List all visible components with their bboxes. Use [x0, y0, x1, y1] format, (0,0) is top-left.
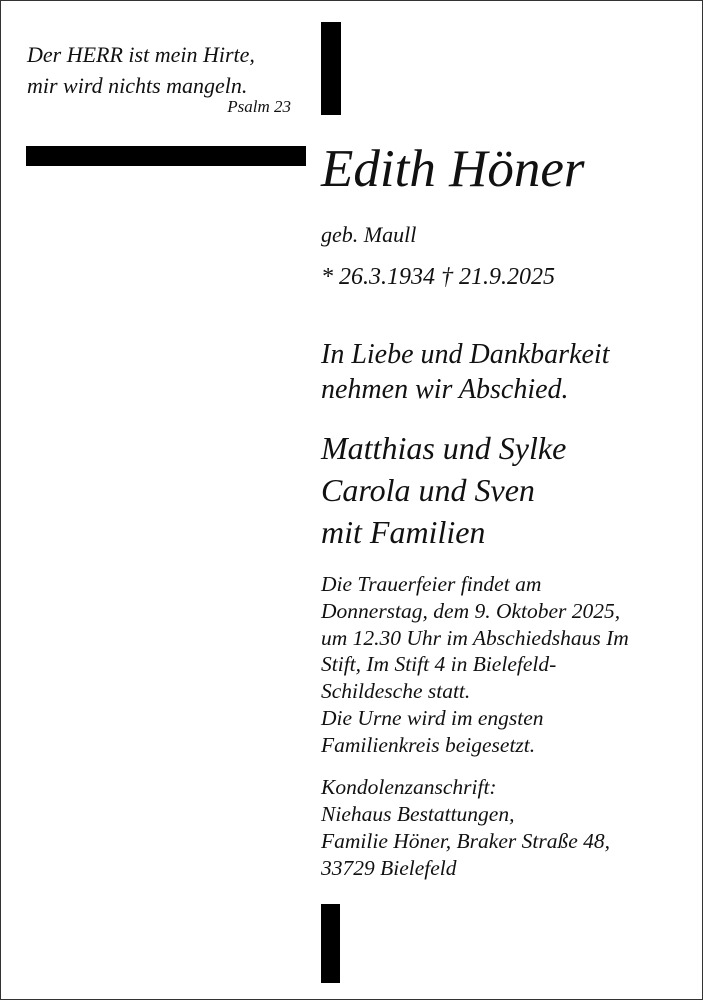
ceremony-line: Die Urne wird im engsten	[321, 705, 544, 730]
mourner-line: Matthias und Sylke	[321, 430, 567, 466]
ceremony-line: Stift, Im Stift 4 in Bielefeld-	[321, 652, 557, 677]
condolence-line: Familie Höner, Braker Straße 48,	[321, 829, 611, 853]
condolence-line: Kondolenzanschrift:	[321, 775, 497, 799]
ceremony-line: Donnerstag, dem 9. Oktober 2025,	[321, 598, 621, 623]
condolence-line: 33729 Bielefeld	[321, 856, 457, 880]
mourners	[321, 427, 566, 553]
horizontal-bar	[26, 146, 306, 166]
condolence-address	[321, 774, 610, 882]
deceased-name: Edith Höner	[321, 140, 585, 198]
top-vertical-bar	[321, 22, 341, 115]
quote-line: Der HERR ist mein Hirte,	[27, 42, 255, 67]
bible-quote	[27, 39, 255, 101]
life-dates: * 26.3.1934 † 21.9.2025	[321, 264, 555, 290]
quote-line: mir wird nichts mangeln.	[27, 73, 248, 98]
ceremony-line: Die Trauerfeier findet am	[321, 572, 542, 596]
bottom-vertical-bar	[321, 904, 340, 983]
ceremony-info	[321, 571, 629, 759]
mourner-line: Carola und Sven	[321, 472, 535, 508]
birth-name: geb. Maull	[321, 222, 417, 247]
tribute-line: nehmen wir Abschied.	[321, 374, 569, 405]
mourner-line: mit Familien	[321, 514, 486, 550]
tribute-line: In Liebe und Dankbarkeit	[321, 339, 610, 370]
quote-source: Psalm 23	[227, 97, 291, 116]
condolence-line: Niehaus Bestattungen,	[321, 802, 515, 826]
ceremony-line: Familienkreis beigesetzt.	[321, 732, 536, 757]
ceremony-line: Schildesche statt.	[321, 679, 471, 704]
ceremony-line: um 12.30 Uhr im Abschiedshaus Im	[321, 625, 629, 650]
tribute-text	[321, 337, 610, 407]
